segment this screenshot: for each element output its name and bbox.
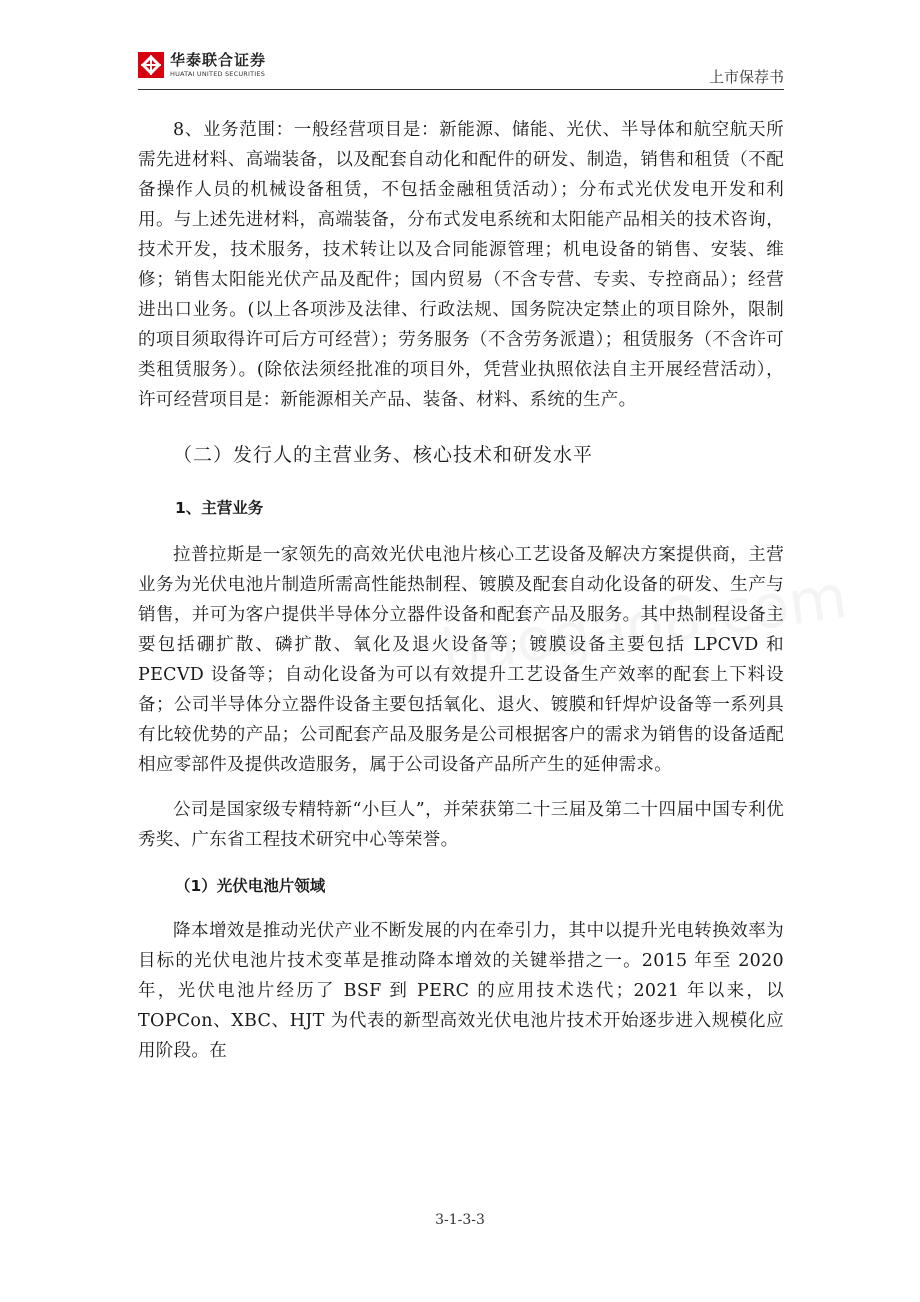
section-heading: （二）发行人的主营业务、核心技术和研发水平	[173, 444, 594, 466]
logo-name-en: HUATAI UNITED SECURITIES	[170, 69, 266, 78]
pv-paragraph: 降本增效是推动光伏产业不断发展的内在牵引力，其中以提升光电转换效率为目标的光伏电池片技术变革是推动降本增效的关键举措之一。2015 年至 2020 年，光伏电池片经历了 BSF 到 PERC 的应用技术迭代；2021 年以来，以 TOPCon、XBC、HJT 为代表的新型高效光伏电池片技术开始逐步进入规模化应用阶段。在	[138, 921, 784, 1061]
document-body	[138, 115, 784, 1066]
business-scope-paragraph: 8、业务范围：一般经营项目是：新能源、储能、光伏、半导体和航空航天所需先进材料、高端装备，以及配套自动化和配件的研发、制造，销售和租赁（不配备操作人员的机械设备租赁，不包括金融租赁活动）；分布式光伏发电开发和利用。与上述先进材料，高端装备，分布式发电系统和太阳能产品相关的技术咨询，技术开发，技术服务，技术转让以及合同能源管理；机电设备的销售、安装、维修；销售太阳能光伏产品及配件；国内贸易（不含专营、专卖、专控商品）；经营进出口业务。(以上各项涉及法律、行政法规、国务院决定禁止的项目除外，限制的项目须取得许可后方可经营）；劳务服务（不含劳务派遣）；租赁服务（不含许可类租赁服务）。(除依法须经批准的项目外，凭营业执照依法自主开展经营活动），许可经营项目是：新能源相关产品、装备、材料、系统的生产。	[138, 120, 784, 410]
honors-paragraph: 公司是国家级专精特新“小巨人”，并荣获第二十三届及第二十四届中国专利优秀奖、广东省工程技术研究中心等荣誉。	[138, 800, 784, 850]
logo-text	[170, 50, 267, 78]
logo-name-cn: 华泰联合证券	[170, 50, 267, 69]
subheading-main-business: 1、主营业务	[175, 499, 264, 517]
page-number: 3-1-3-3	[435, 1212, 485, 1228]
page-header	[138, 44, 784, 92]
document-title: 上市保荐书	[708, 68, 784, 86]
logo-mark-icon	[138, 52, 164, 78]
subheading-pv-field: （1）光伏电池片领域	[175, 877, 326, 895]
header-divider	[138, 89, 784, 90]
company-logo	[138, 52, 266, 78]
main-business-paragraph: 拉普拉斯是一家领先的高效光伏电池片核心工艺设备及解决方案提供商，主营业务为光伏电池片制造所需高性能热制程、镀膜及配套自动化设备的研发、生产与销售，并可为客户提供半导体分立器件设备和配套产品及服务。其中热制程设备主要包括硼扩散、磷扩散、氧化及退火设备等；镀膜设备主要包括 LPCVD 和 PECVD 设备等；自动化设备为可以有效提升工艺设备生产效率的配套上下料设备；公司半导体分立器件设备主要包括氧化、退火、镀膜和钎焊炉设备等一系列具有比较优势的产品；公司配套产品及服务是公司根据客户的需求为销售的设备适配相应零部件及提供改造服务，属于公司设备产品所产生的延伸需求。	[138, 545, 784, 775]
